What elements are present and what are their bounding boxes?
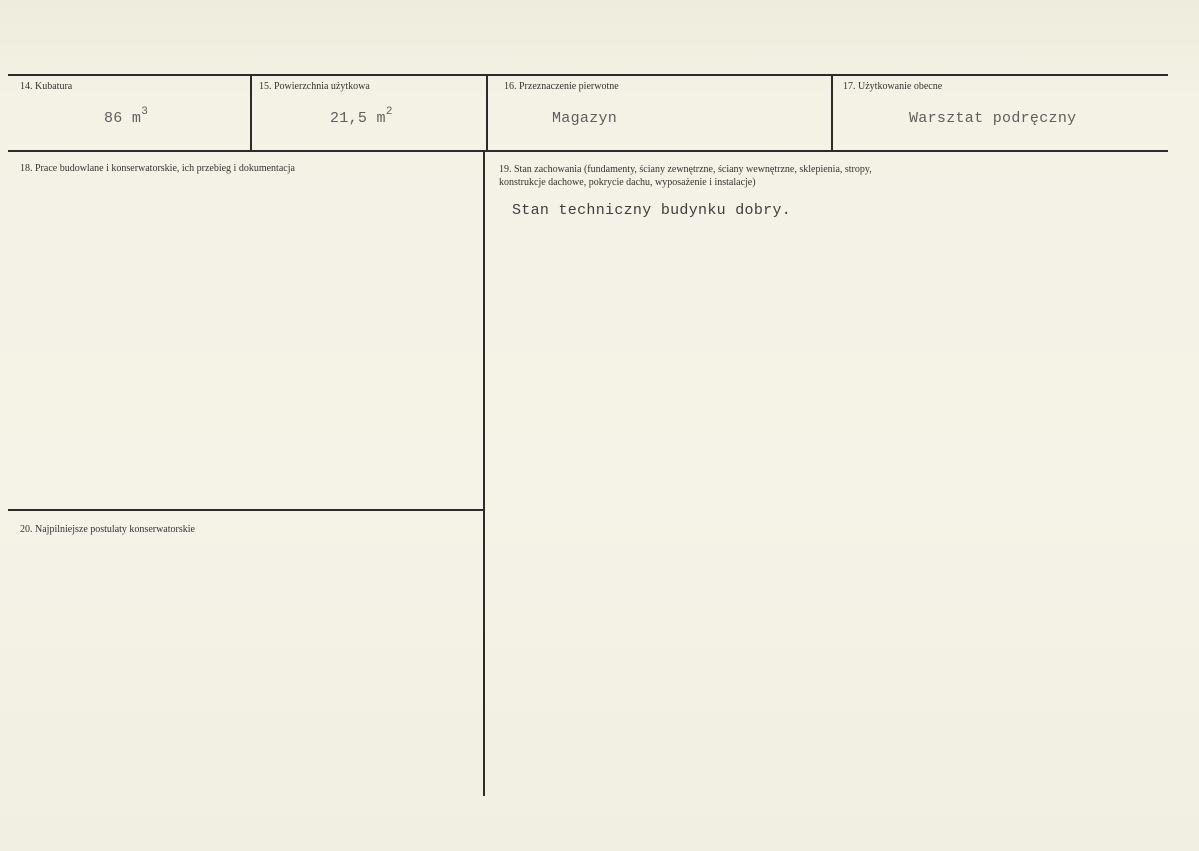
divider-18-20: [8, 509, 484, 511]
field-19-value[interactable]: Stan techniczny budynku dobry.: [512, 202, 792, 219]
field-16-value[interactable]: Magazyn: [552, 110, 618, 127]
field-19-label-line2: konstrukcje dachowe, pokrycie dachu, wyposażenie i instalacje): [499, 177, 756, 188]
field-15-exponent: 2: [385, 106, 393, 118]
divider-main: [483, 151, 485, 796]
field-19-label-line1: 19. Stan zachowania (fundamenty, ściany zewnętrzne, ściany wewnętrzne, sklepienia, stropy,: [499, 164, 872, 175]
divider-14-15: [250, 75, 252, 151]
field-20-area[interactable]: [10, 540, 480, 790]
divider-15-16: [486, 75, 488, 151]
field-17-value[interactable]: Warsztat podręczny: [909, 110, 1077, 127]
field-16-label: 16. Przeznaczenie pierwotne: [504, 81, 619, 92]
field-18-area[interactable]: [10, 180, 480, 505]
divider-16-17: [831, 75, 833, 151]
field-15-value[interactable]: [330, 108, 393, 127]
row1-bottom-rule: [8, 150, 1168, 152]
field-14-value[interactable]: [104, 108, 148, 127]
field-14-label: 14. Kubatura: [20, 81, 73, 92]
field-15-label: 15. Powierzchnia użytkowa: [259, 81, 370, 92]
field-20-label: 20. Najpilniejsze postulaty konserwatorskie: [20, 524, 195, 535]
field-18-label: 18. Prace budowlane i konserwatorskie, ich przebieg i dokumentacja: [20, 163, 295, 174]
field-14-exponent: 3: [141, 106, 149, 118]
top-rule: [8, 74, 1168, 76]
field-17-label: 17. Użytkowanie obecne: [843, 81, 943, 92]
field-15-number: 21,5 m: [330, 110, 386, 127]
field-14-number: 86 m: [104, 110, 142, 127]
